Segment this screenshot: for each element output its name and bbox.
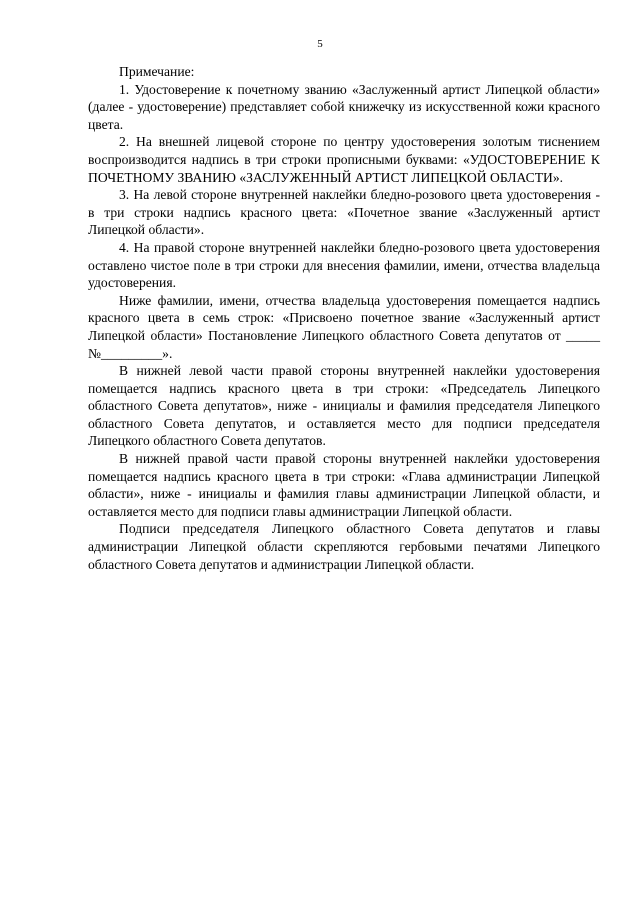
paragraph-2: 2. На внешней лицевой стороне по центру удостоверения золотым тиснением воспроизводится надпись в три строки прописными буквами: «УДОСТОВЕРЕНИЕ К ПОЧЕТНОМУ ЗВАНИЮ «ЗАСЛУЖЕННЫЙ АРТИСТ ЛИПЕЦКОЙ ОБЛАСТИ». bbox=[88, 134, 600, 185]
paragraph-3: 3. На левой стороне внутренней наклейки бледно-розового цвета удостоверения - в три строки надпись красного цвета: «Почетное звание «Заслуженный артист Липецкой области». bbox=[88, 187, 600, 238]
paragraph-4: 4. На правой стороне внутренней наклейки бледно-розового цвета удостоверения оставлено чистое поле в три строки для внесения фамилии, имени, отчества владельца удостоверения. bbox=[88, 239, 600, 291]
paragraph-5: Ниже фамилии, имени, отчества владельца удостоверения помещается надпись красного цвета в семь строк: «Присвоено почетное звание «Заслуженный артист Липецкой области» Постановление Липецкого областного Совета депутатов от _____ №_________». bbox=[88, 292, 600, 361]
paragraph-6: В нижней левой части правой стороны внутренней наклейки удостоверения помещается надпись красного цвета в три строки: «Председатель Липецкого областного Совета депутатов», ниже - инициалы и фамилия председателя Липецкого областного Совета депутатов, и оставляется место для подписи председателя Липецкого областного Совета депутатов. bbox=[88, 363, 600, 449]
document-body bbox=[88, 63, 600, 573]
paragraph-7: В нижней правой части правой стороны внутренней наклейки удостоверения помещается надпись красного цвета в три строки: «Глава администрации Липецкой области», ниже - инициалы и фамилия главы администрации Липецкой области, и оставляется место для подписи главы администрации Липецкой области. bbox=[88, 451, 600, 519]
note-heading: Примечание: bbox=[119, 64, 195, 79]
paragraph-8: Подписи председателя Липецкого областного Совета депутатов и главы администрации Липецкой области скрепляются гербовыми печатями Липецкого областного Совета депутатов и администрации Липецкой области. bbox=[88, 521, 600, 572]
paragraph-1: 1. Удостоверение к почетному званию «Заслуженный артист Липецкой области» (далее - удостоверение) представляет собой книжечку из искусственной кожи красного цвета. bbox=[88, 81, 600, 132]
page-number: 5 bbox=[317, 38, 323, 50]
